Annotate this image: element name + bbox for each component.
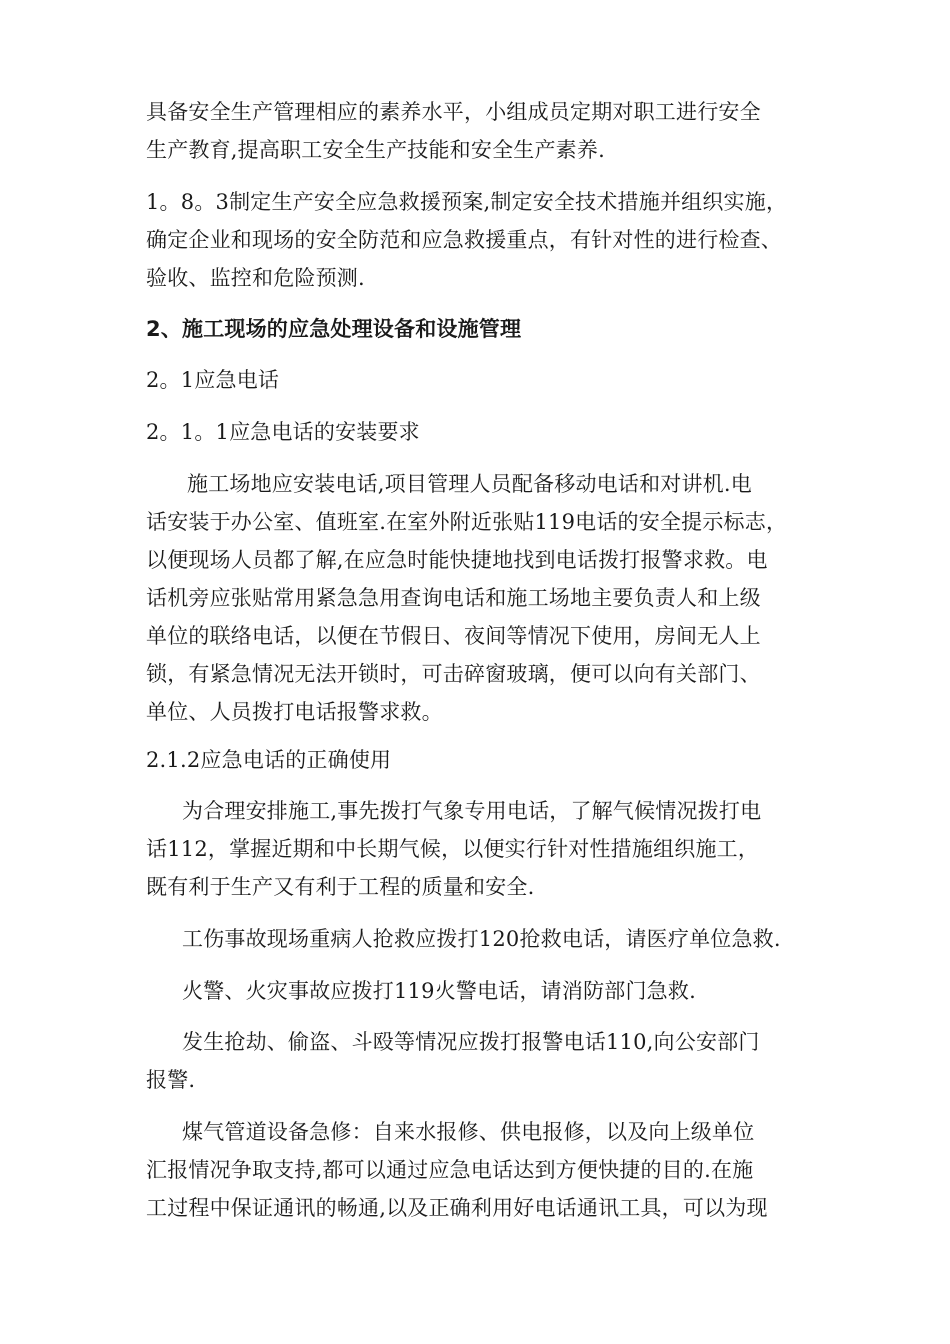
body-text-line: 具备安全生产管理相应的素养水平，小组成员定期对职工进行安全: [146, 100, 761, 124]
body-text-line: 工过程中保证通讯的畅通,以及正确利用好电话通讯工具，可以为现: [146, 1196, 768, 1220]
body-text-line: 话机旁应张贴常用紧急急用查询电话和施工场地主要负责人和上级: [146, 586, 761, 610]
body-text-line: 煤气管道设备急修：自来水报修、供电报修，以及向上级单位: [182, 1120, 755, 1144]
body-text-line: 单位的联络电话，以便在节假日、夜间等情况下使用，房间无人上: [146, 624, 761, 648]
body-text-line: 锁，有紧急情况无法开锁时，可击碎窗玻璃，便可以向有关部门、: [146, 662, 761, 686]
body-text-line: 既有利于生产又有利于工程的质量和安全.: [146, 875, 535, 899]
body-text-line: 汇报情况争取支持,都可以通过应急电话达到方便快捷的目的.在施: [146, 1158, 754, 1182]
body-text-line: 话安装于办公室、值班室.在室外附近张贴119电话的安全提示标志，: [146, 510, 788, 534]
body-text-line: 发生抢劫、偷盗、斗殴等情况应拨打报警电话110,向公安部门: [182, 1030, 760, 1054]
body-text-line: 火警、火灾事故应拨打119火警电话，请消防部门急救.: [182, 979, 696, 1003]
body-text-line: 为合理安排施工,事先拨打气象专用电话，了解气候情况拨打电: [182, 799, 762, 823]
body-text-line: 确定企业和现场的安全防范和应急救援重点，有针对性的进行检查、: [146, 228, 782, 252]
body-text-line: 以便现场人员都了解,在应急时能快捷地找到电话拨打报警求救。电: [146, 548, 768, 572]
body-text-line: 生产教育,提高职工安全生产技能和安全生产素养.: [146, 138, 605, 162]
body-text-line: 单位、人员拨打电话报警求救。: [146, 700, 443, 724]
body-text-line: 工伤事故现场重病人抢救应拨打120抢救电话，请医疗单位急救.: [182, 927, 781, 951]
body-text-line: 验收、监控和危险预测.: [146, 266, 365, 290]
subheading: 2.1.2应急电话的正确使用: [146, 748, 392, 772]
body-text-line: 话112，掌握近期和中长期气候，以便实行针对性措施组织施工，: [146, 837, 760, 861]
subheading: 2。1应急电话: [146, 368, 280, 392]
body-text-line: 施工场地应安装电话,项目管理人员配备移动电话和对讲机.电: [187, 472, 752, 496]
section-heading: 2、施工现场的应急处理设备和设施管理: [146, 317, 522, 341]
body-text-line: 1。8。3制定生产安全应急救援预案,制定安全技术措施并组织实施，: [146, 190, 788, 214]
subheading: 2。1。1应急电话的安装要求: [146, 420, 420, 444]
body-text-line: 报警.: [146, 1068, 196, 1092]
